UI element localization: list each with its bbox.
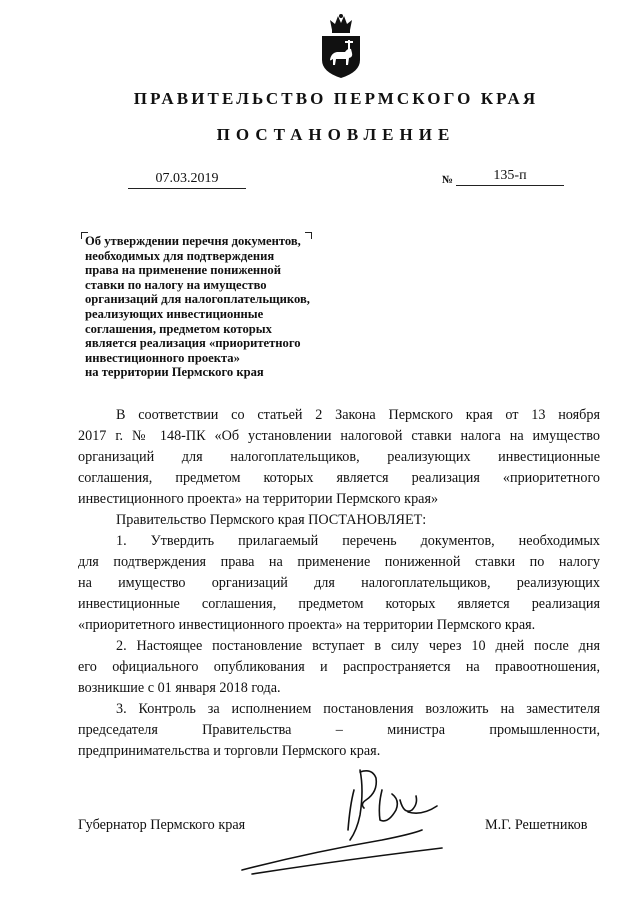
subject-line: реализующих инвестиционные xyxy=(85,306,264,321)
signer-title: Губернатор Пермского края xyxy=(78,817,246,833)
subject-line: на территории Пермского края xyxy=(85,365,264,380)
body-line: инвестиционного проекта» на территории Пермского края» xyxy=(78,491,439,507)
subject-line: является реализация «приоритетного xyxy=(85,336,301,351)
body-line: 2017 г. № 148-ПК «Об установлении налоговой ставки налога на имущество xyxy=(78,428,600,444)
document-type: ПОСТАНОВЛЕНИЕ xyxy=(216,125,456,144)
perm-krai-coat-of-arms-icon xyxy=(318,12,364,80)
subject-line: Об утверждении перечня документов, xyxy=(85,234,301,248)
body-line: организаций для налогоплательщиков, реализующих инвестиционные xyxy=(78,449,600,465)
subject-line: инвестиционного проекта» xyxy=(85,350,240,365)
body-line: на имущество организаций для налогоплательщиков, реализующих xyxy=(78,575,600,591)
number-sign: № xyxy=(442,174,454,186)
body-line: «приоритетного инвестиционного проекта» на территории Пермского края. xyxy=(78,617,536,633)
body-line: 1. Утвердить прилагаемый перечень документов, необходимых xyxy=(116,533,600,549)
document-date: 07.03.2019 xyxy=(128,171,246,189)
subject-line: права на применение пониженной xyxy=(85,263,281,278)
subject-line: соглашения, предметом которых xyxy=(85,321,272,336)
body-line: его официального опубликования и распространяется на правоотношения, xyxy=(78,659,600,675)
body-line: для подтверждения права на применение пониженной ставки по налогу xyxy=(78,554,600,570)
subject-line: организаций для налогоплательщиков, xyxy=(85,292,310,307)
body-line: соглашения, предметом которых является реализация «приоритетного xyxy=(78,470,600,486)
document-subject xyxy=(85,234,310,380)
body-line: возникшие с 01 января 2018 года. xyxy=(78,680,281,696)
subject-line: ставки по налогу на имущество xyxy=(85,277,267,292)
signer-name: М.Г. Решетников xyxy=(485,817,588,833)
body-line: инвестиционные соглашения, предметом которых является реализация xyxy=(78,596,600,612)
body-line: В соответствии со статьей 2 Закона Пермского края от 13 ноября xyxy=(116,407,600,423)
document-number: 135-п xyxy=(456,168,564,186)
body-line: 3. Контроль за исполнением постановления возложить на заместителя xyxy=(116,701,600,717)
body-line: председателя Правительства – министра промышленности, xyxy=(78,722,600,738)
subject-line: необходимых для подтверждения xyxy=(85,248,275,263)
handwritten-signature xyxy=(232,760,472,880)
body-line: Правительство Пермского края ПОСТАНОВЛЯЕТ: xyxy=(116,512,427,528)
body-line: предпринимательства и торговли Пермского края. xyxy=(78,743,381,759)
body-line: 2. Настоящее постановление вступает в силу через 10 дней после дня xyxy=(116,638,600,654)
government-title: ПРАВИТЕЛЬСТВО ПЕРМСКОГО КРАЯ xyxy=(133,89,539,108)
